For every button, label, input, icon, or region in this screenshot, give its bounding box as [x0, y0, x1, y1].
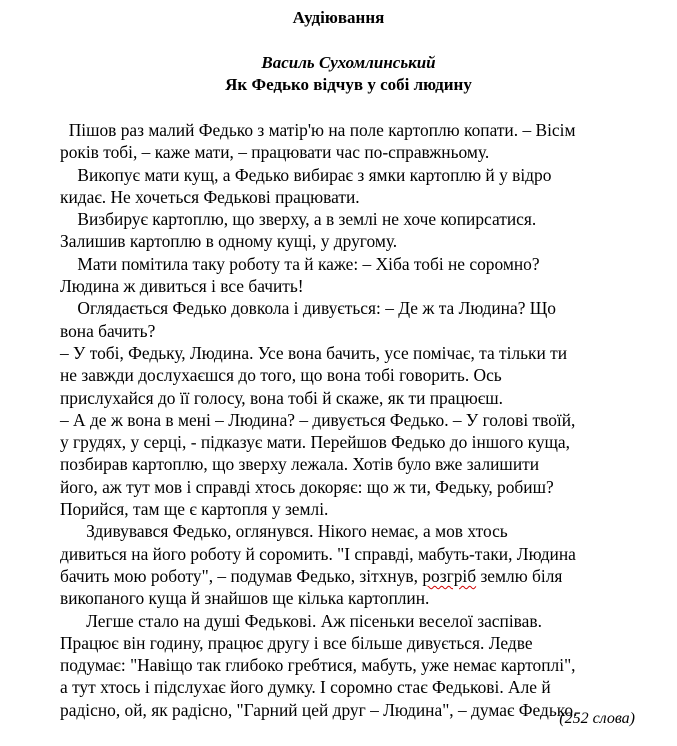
- author-name: Василь Сухомлинський: [261, 53, 436, 72]
- text-line: вона бачить?: [60, 320, 156, 341]
- text-line: не завжди дослухаєшся до того, що вона тобі говорить. Ось: [60, 365, 502, 386]
- text-line: подумає: "Навіщо так глибоко гребтися, мабуть, уже немає картоплі",: [60, 655, 576, 676]
- text-line: а тут хтось і підслухає його думку. І соромно стає Федькові. Але й: [60, 677, 551, 698]
- text-line: кидає. Не хочеться Федькові працювати.: [60, 186, 360, 207]
- text-line: Пішов раз малий Федько з матір'ю на поле картоплю копати. – Вісім: [60, 120, 576, 140]
- text-line: викопаного куща й знайшов ще кілька картоплин.: [60, 588, 430, 609]
- text-line: Залишив картоплю в одному кущі, у другому.: [60, 231, 398, 252]
- text-line: Легше стало на душі Федькові. Аж пісеньки веселої заспівав.: [60, 610, 542, 631]
- text-segment: бачить мою роботу", – подумав Федько, зітхнув,: [60, 565, 423, 586]
- text-line: – У тобі, Федьку, Людина. Усе вона бачить, усе помічає, та тільки ти: [60, 342, 568, 363]
- text-line: дивиться на його роботу й соромить. "І справді, мабуть-таки, Людина: [60, 543, 576, 564]
- text-line: його, аж тут мов і справді хтось докоряє: що ж ти, Федьку, робиш?: [60, 476, 554, 497]
- text-line: Людина ж дивиться і все бачить!: [60, 276, 304, 297]
- text-line: років тобі, – каже мати, – працювати час по-справжньому.: [60, 142, 490, 163]
- text-line: Оглядається Федько довкола і дивується: – Де ж та Людина? Що: [60, 298, 557, 319]
- text-line: – А де ж вона в мені – Людина? – дивується Федько. – У голові твоїй,: [60, 409, 576, 430]
- section-heading: Аудіювання: [292, 8, 385, 27]
- text-line: Здивувався Федько, оглянувся. Нікого немає, а мов хтось: [60, 521, 508, 542]
- text-line: Працює він годину, працює другу і все більше дивується. Ледве: [60, 632, 533, 653]
- text-line: Мати помітила таку роботу та й каже: – Хіба тобі не соромно?: [60, 253, 540, 274]
- word-count: (252 слова): [559, 710, 635, 727]
- story-body: [60, 119, 640, 721]
- text-segment: землю біля: [476, 565, 563, 586]
- text-line: позбирав картоплю, що зверху лежала. Хотів було вже залишити: [60, 454, 540, 475]
- spellcheck-flagged-word[interactable]: розгріб: [422, 565, 477, 586]
- text-line: прислухайся до її голосу, вона тобі й скаже, як ти працюєш.: [60, 387, 503, 408]
- text-line: у грудях, у серці, - підказує мати. Перейшов Федько до іншого куща,: [60, 432, 570, 453]
- text-line: радісно, ой, як радісно, "Гарний цей друг – Людина", – думає Федько.: [60, 699, 578, 720]
- text-line: Викопує мати кущ, а Федько вибирає з ямки картоплю й у відро: [60, 164, 552, 185]
- text-line: [60, 565, 640, 587]
- story-title: Як Федько відчув у собі людину: [225, 75, 472, 94]
- text-line: Визбирує картоплю, що зверху, а в землі не хоче копирсатися.: [60, 209, 537, 230]
- text-line: Порийся, там ще є картопля у землі.: [60, 499, 329, 520]
